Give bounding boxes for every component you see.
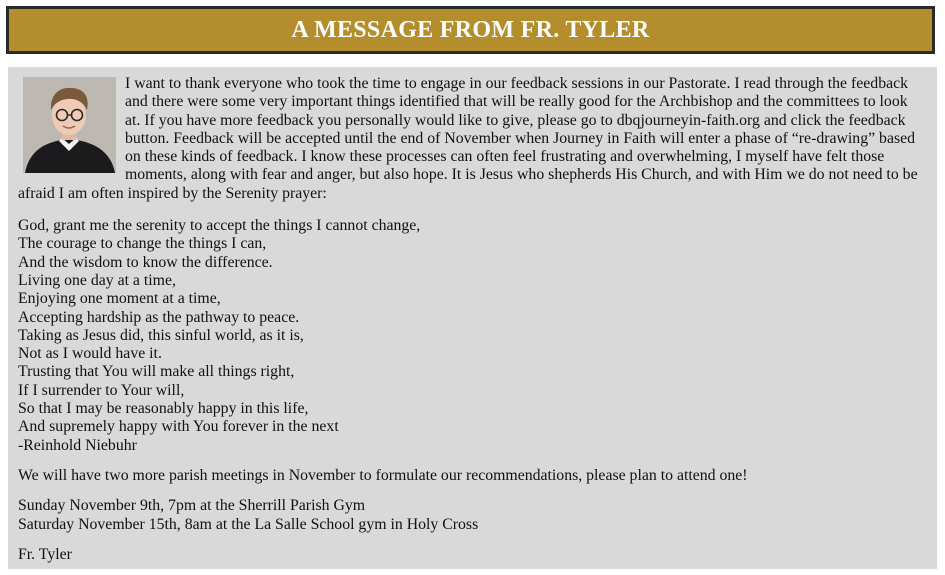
prayer-line: If I surrender to Your will, — [18, 381, 185, 399]
prayer-line: God, grant me the serenity to accept the things I cannot change, — [18, 217, 421, 235]
prayer-attribution: -Reinhold Niebuhr — [18, 436, 137, 454]
prayer-line: Living one day at a time, — [18, 271, 176, 289]
meeting-schedule — [18, 497, 925, 534]
prayer-line: So that I may be reasonably happy in this life, — [18, 400, 309, 418]
title-banner — [6, 6, 935, 54]
signature: Fr. Tyler — [18, 545, 72, 563]
schedule-item: Saturday November 15th, 8am at the La Salle School gym in Holy Cross — [18, 515, 479, 533]
intro-paragraph: I want to thank everyone who took the time to engage in our feedback sessions in our Pastorate. I read through the feedback and there were some very important things identified that will be really good for the Archbishop and the committees to look at. If you have more feedback you personally would like to give, please go to dbqjourneyin-faith.org and click the feedback button. Feedback will be accepted until the end of November when Journey in Faith will enter a phase of “re-drawing” based on these kinds of feedback. I know these processes can often feel frustrating and overwhelming, I myself have felt those moments, along with fear and anger, but also hope. It is Jesus who shepherds His Church, and with Him we do not need to be afraid I am often inspired by the Serenity prayer: — [18, 75, 918, 202]
message-panel — [8, 67, 937, 569]
schedule-item: Sunday November 9th, 7pm at the Sherrill Parish Gym — [18, 497, 366, 515]
meetings-paragraph: We will have two more parish meetings in November to formulate our recommendations, please plan to attend one! — [18, 466, 748, 484]
prayer-line: Taking as Jesus did, this sinful world, as it is, — [18, 326, 304, 344]
prayer-line: The courage to change the things I can, — [18, 235, 267, 253]
prayer-line: And supremely happy with You forever in the next — [18, 418, 339, 436]
prayer-line: Trusting that You will make all things right, — [18, 363, 295, 381]
prayer-line: Enjoying one moment at a time, — [18, 290, 221, 308]
prayer-line: And the wisdom to know the difference. — [18, 253, 273, 271]
prayer-line: Not as I would have it. — [18, 345, 162, 363]
serenity-prayer — [18, 217, 925, 455]
priest-photo — [23, 77, 116, 173]
prayer-line: Accepting hardship as the pathway to peace. — [18, 308, 300, 326]
portrait-image — [23, 77, 116, 173]
page-title: A MESSAGE FROM FR. TYLER — [291, 16, 650, 43]
